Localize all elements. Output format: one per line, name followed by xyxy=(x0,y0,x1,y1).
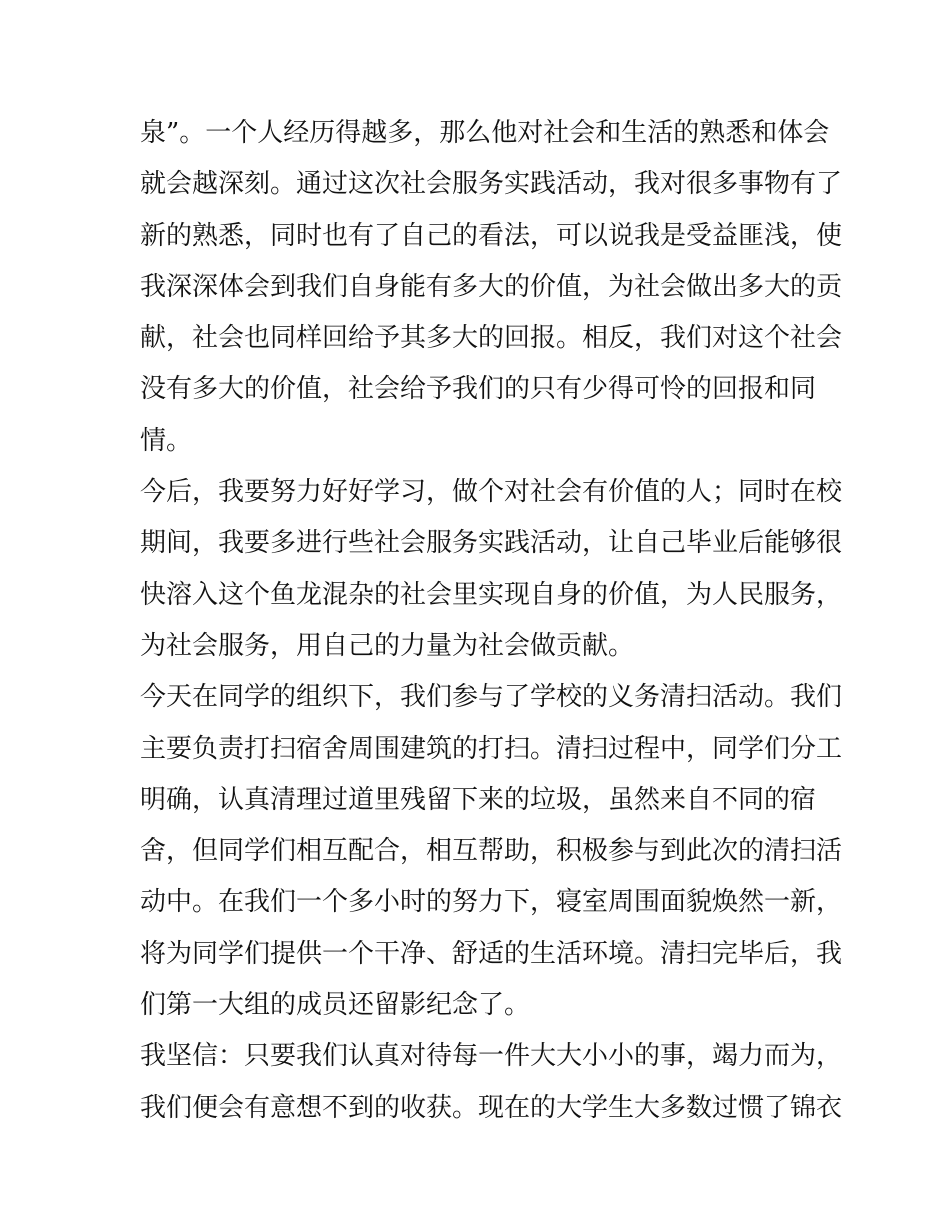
text-line: 我坚信：只要我们认真对待每一件大大小小的事，竭力而为， xyxy=(140,1041,843,1072)
text-line: 快溶入这个鱼龙混杂的社会里实现自身的价值，为人民服务， xyxy=(140,579,843,610)
body-text xyxy=(140,108,843,1134)
text-line: 就会越深刻。通过这次社会服务实践活动，我对很多事物有了 xyxy=(140,169,843,200)
text-line: 明确，认真清理过道里残留下来的垃圾，虽然来自不同的宿 xyxy=(140,784,817,815)
text-line: 为社会服务，用自己的力量为社会做贡献。 xyxy=(140,630,635,661)
text-line: 动中。在我们一个多小时的努力下，寝室周围面貌焕然一新， xyxy=(140,887,843,918)
text-line: 我深深体会到我们自身能有多大的价值，为社会做出多大的贡 xyxy=(140,271,843,302)
text-line: 今后，我要努力好好学习，做个对社会有价值的人；同时在校 xyxy=(140,477,843,508)
text-line: 主要负责打扫宿舍周围建筑的打扫。清扫过程中，同学们分工 xyxy=(140,733,843,764)
text-line: 将为同学们提供一个干净、舒适的生活环境。清扫完毕后，我 xyxy=(140,938,843,969)
text-line: 舍，但同学们相互配合，相互帮助，积极参与到此次的清扫活 xyxy=(140,836,843,867)
text-line: 新的熟悉，同时也有了自己的看法，可以说我是受益匪浅，使 xyxy=(140,220,843,251)
text-line: 我们便会有意想不到的收获。现在的大学生大多数过惯了锦衣 xyxy=(140,1092,843,1123)
text-line: 泉”。一个人经历得越多，那么他对社会和生活的熟悉和体会 xyxy=(140,118,830,148)
text-line: 没有多大的价值，社会给予我们的只有少得可怜的回报和同 xyxy=(140,374,817,405)
text-line: 今天在同学的组织下，我们参与了学校的义务清扫活动。我们 xyxy=(140,682,843,713)
text-line: 们第一大组的成员还留影纪念了。 xyxy=(140,990,531,1021)
text-line: 献，社会也同样回给予其多大的回报。相反，我们对这个社会 xyxy=(140,323,843,354)
text-line: 期间，我要多进行些社会服务实践活动，让自己毕业后能够很 xyxy=(140,528,843,559)
text-line: 情。 xyxy=(140,425,193,456)
